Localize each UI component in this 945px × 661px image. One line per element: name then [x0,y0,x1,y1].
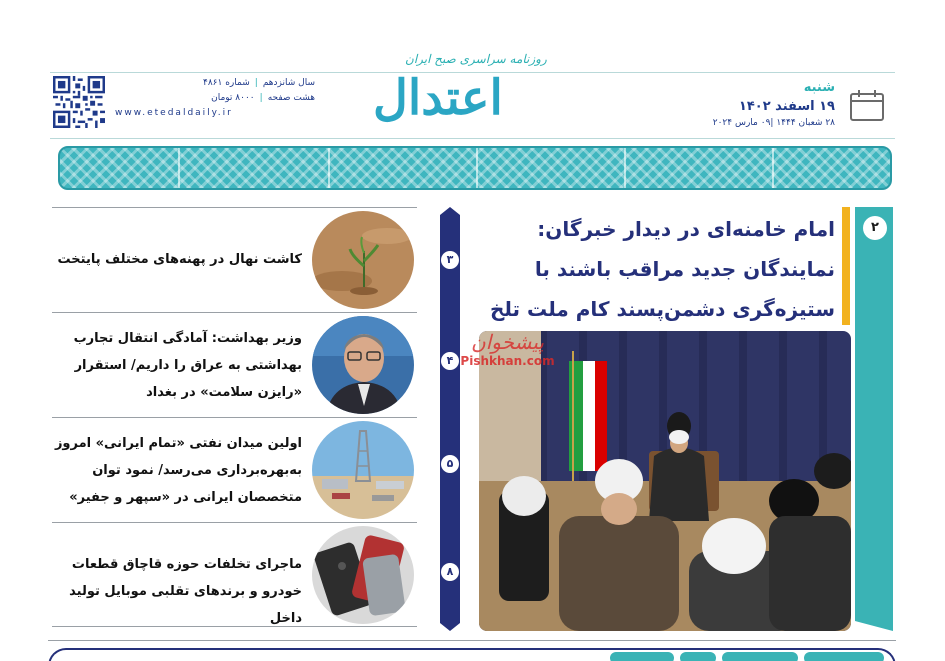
portrait-icon [312,316,414,414]
date-block [695,80,895,140]
page-marker[interactable]: ۸ [441,563,459,581]
decorative-band [58,146,892,190]
separator: | [259,93,263,103]
page-index-strip [440,207,460,631]
logo-title: اعتدال [373,70,503,126]
logo-subtitle: روزنامه سراسری صبح ایران [405,52,547,66]
main-headline[interactable]: امام خامنه‌ای در دیدار خبرگان: نمایندگان جدید مراقب باشند با ستیزه‌گری دشمن‌پسند کام ملت تلخ [489,217,835,321]
band-divider [772,148,774,188]
bottom-tab[interactable] [804,652,884,661]
news-item[interactable] [52,417,417,521]
band-divider [328,148,330,188]
main-page-strip [855,207,893,631]
page-marker[interactable]: ۳ [441,251,459,269]
news-item[interactable] [52,207,417,311]
side-news-list [52,207,417,627]
info-row-issue [115,78,315,88]
pages-label: هشت صفحه [267,93,315,103]
website-link[interactable]: www.etedaldaily.ir [115,108,233,118]
date-persian: ۱۹ اسفند ۱۴۰۲ [738,99,835,114]
news-item[interactable] [52,522,417,626]
date-alt: ۲۸ شعبان ۱۴۴۴ |۰۹ مارس ۲۰۲۴ [712,118,835,128]
list-bottom-rule [52,626,417,627]
issue-info [115,78,315,118]
separator: | [254,78,258,88]
price-label: ۸۰۰۰ تومان [211,93,255,103]
info-row-price [115,93,315,103]
bottom-rule [48,640,896,641]
newspaper-logo[interactable] [365,50,585,142]
page-marker[interactable]: ۵ [441,455,459,473]
issue-label: شماره ۴۸۶۱ [203,78,250,88]
phones-icon [312,526,414,624]
main-page-number[interactable]: ۲ [863,216,887,240]
news-title: ماجرای تخلفات حوزه قاچاق قطعات خودرو و برندهای تقلبی موبایل تولید داخل [69,557,302,626]
day-name: شنبه [803,80,835,95]
calendar-icon [849,88,885,122]
bottom-tab[interactable] [680,652,716,661]
main-story [467,207,895,631]
date-text [713,80,835,128]
news-title: وزیر بهداشت: آمادگی انتقال تجارب بهداشتی به عراق را داریم/ استقرار «رایزن سلامت» در بغداد [73,331,302,400]
thumb-minister-portrait [312,316,414,414]
watermark [460,330,555,390]
bottom-tab[interactable] [722,652,798,661]
thumb-seedling [312,211,414,309]
band-divider [178,148,180,188]
page-marker[interactable]: ۴ [441,352,459,370]
year-label: سال شانزدهم [262,78,315,88]
band-divider [624,148,626,188]
qr-code-icon[interactable] [53,76,105,128]
thumb-oil-field [312,421,414,519]
watermark-en: Pishkhan.com [460,354,555,368]
headline-accent-bar [842,207,850,325]
thumb-phones [312,526,414,624]
news-title: اولین میدان نفتی «تمام ایرانی» امروز به‌بهره‌برداری می‌رسد/ نمود توان متخصصان ایرانی در «سپهر و جفیر» [54,436,302,505]
seedling-icon [312,211,414,309]
news-item[interactable] [52,312,417,416]
news-title: کاشت نهال در پهنه‌های مختلف پایتخت [57,252,302,267]
masthead [50,50,895,142]
watermark-fa: پیشخوان [471,330,544,354]
oil-rig-icon [312,421,414,519]
band-divider [476,148,478,188]
bottom-tab[interactable] [610,652,674,661]
